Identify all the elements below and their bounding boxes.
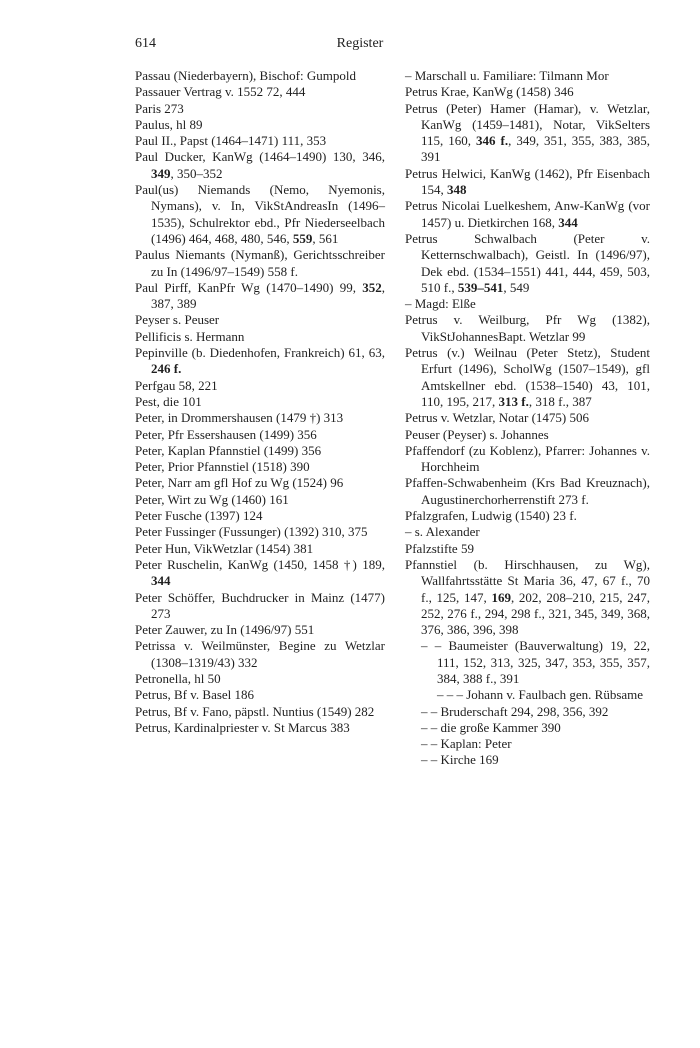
index-entry-text: Peter Schöffer, Buchdrucker in Mainz (1477) 273 [135, 589, 385, 621]
index-entry-text: Petrus, Kardinalpriester v. St Marcus 383 [135, 719, 350, 735]
index-entry-bold-ref: 539–541 [457, 279, 504, 295]
index-entry-text: Paul Ducker, KanWg (1464–1490) 130, 346, [135, 149, 385, 165]
index-entry-text: Pest, die 101 [135, 393, 202, 409]
index-entry-text: Peuser (Peyser) s. Johannes [405, 426, 549, 442]
index-entry [405, 541, 650, 557]
index-entry [135, 312, 385, 328]
index-entry-text: Paul Pirff, KanPfr Wg (1470–1490) 99, [135, 279, 363, 295]
index-entry [405, 443, 650, 476]
index-entry-bold-ref: 346 f. [476, 133, 509, 149]
index-entry [135, 687, 385, 703]
index-entry-bold-ref: 352 [362, 279, 382, 295]
index-entry [135, 590, 385, 623]
page-header [135, 36, 585, 58]
index-entry-text: , 318 f., 387 [528, 393, 592, 409]
index-entry-bold-ref: 559 [292, 230, 313, 246]
index-entry [135, 638, 385, 671]
index-entry-text: Petrus, Bf v. Fano, päpstl. Nuntius (1549) 282 [135, 703, 375, 719]
index-entry [135, 345, 385, 378]
index-entry-text: – Magd: Elße [405, 296, 476, 312]
index-entry [135, 427, 385, 443]
index-entry-text: Petrus v. Wetzlar, Notar (1475) 506 [405, 410, 589, 426]
index-entry-bold-ref: 313 f. [498, 393, 529, 409]
index-entry-text: , 350–352 [170, 165, 223, 181]
index-entry [135, 101, 385, 117]
index-entry [135, 410, 385, 426]
index-entry-text: Petrus Schwalbach (Peter v. Ketternschwalbach), Geistl. In (1496/97), Dek ebd. (1534–1551) 441, 444, 459, 503, 510 f., [405, 230, 650, 295]
index-entry-text: Petrus, Bf v. Basel 186 [135, 687, 255, 703]
index-entry-text: – – die große Kammer 390 [421, 719, 561, 735]
index-entry-text: Peyser s. Peuser [135, 312, 220, 328]
index-entry [405, 704, 650, 720]
index-entry [405, 475, 650, 508]
index-entry [405, 84, 650, 100]
index-entry-bold-ref: 344 [151, 573, 171, 589]
index-entry-bold-ref: 344 [558, 214, 578, 230]
index-entry-text: – – Baumeister (Bauverwaltung) 19, 22, 111, 152, 313, 325, 347, 353, 355, 357, 384, 388 f., 391 [421, 638, 650, 686]
index-entry [405, 736, 650, 752]
running-head: Register [336, 36, 384, 51]
index-entry-text: Petrus Helwici, KanWg (1462), Pfr Eisenbach 154, [405, 165, 650, 198]
index-entry [405, 296, 650, 312]
index-entry [135, 671, 385, 687]
index-entry-text: Pellificis s. Hermann [135, 328, 245, 344]
index-entry-text: – Marschall u. Familiare: Tilmann Mor [405, 68, 609, 83]
index-entry [405, 68, 650, 84]
index-entry [135, 475, 385, 491]
index-entry-text: Peter Fussinger (Fussunger) (1392) 310, 375 [135, 524, 368, 540]
index-entry [135, 378, 385, 394]
index-entry [135, 182, 385, 247]
index-entry-text: Pfaffendorf (zu Koblenz), Pfarrer: Johannes v. Horchheim [405, 442, 650, 475]
index-entry-bold-ref: 169 [491, 589, 511, 605]
index-entry [135, 524, 385, 540]
index-entry-text: Pfalzstifte 59 [405, 540, 474, 556]
index-column-right [405, 68, 650, 769]
index-entry [405, 231, 650, 296]
index-entry [135, 394, 385, 410]
index-entry [135, 622, 385, 638]
index-entry-text: , 549 [503, 279, 530, 295]
index-entry-bold-ref: 348 [447, 182, 467, 198]
index-entry-text: Peter, Kaplan Pfannstiel (1499) 356 [135, 442, 322, 458]
index-entry-text: – – – Johann v. Faulbach gen. Rübsame [437, 687, 644, 703]
index-entry-text: Perfgau 58, 221 [135, 377, 218, 393]
index-entry-text: Petrus v. Weilburg, Pfr Wg (1382), VikStJohannesBapt. Wetzlar 99 [405, 312, 650, 344]
index-entry [405, 752, 650, 768]
index-entry-text: Peter, Prior Pfannstiel (1518) 390 [135, 459, 310, 475]
index-entry-text: Pfalzgrafen, Ludwig (1540) 23 f. [405, 508, 577, 524]
index-entry [135, 541, 385, 557]
index-entry-text: – – Bruderschaft 294, 298, 356, 392 [421, 703, 609, 719]
index-entry-text: , 202, 208–210, 215, 247, 252, 276 f., 294, 298 f., 321, 345, 349, 368, 376, 386, 396, 398 [421, 589, 650, 638]
index-entry [135, 492, 385, 508]
index-entry-text: , 349, 351, 355, 383, 385, 391 [421, 133, 650, 165]
index-entry-text: Passau (Niederbayern), Bischof: Gumpold [135, 68, 356, 83]
index-entry [135, 68, 385, 84]
index-entry-text: Petronella, hl 50 [135, 670, 221, 686]
index-entry [135, 247, 385, 280]
index-column-left [135, 68, 385, 736]
index-entry-text: Peter Zauwer, zu In (1496/97) 551 [135, 622, 315, 638]
index-entry [135, 459, 385, 475]
index-entry [405, 638, 650, 687]
index-entry-text: Peter Ruschelin, KanWg (1450, 1458 †) 189, [135, 556, 385, 572]
index-entry [135, 84, 385, 100]
index-entry [405, 427, 650, 443]
index-entry [405, 312, 650, 345]
index-entry-text: Peter, Narr am gfl Hof zu Wg (1524) 96 [135, 475, 344, 491]
index-entry-text: Peter, Wirt zu Wg (1460) 161 [135, 491, 289, 507]
index-entry-text: Peter, in Drommershausen (1479 †) 313 [135, 410, 344, 426]
index-entry [135, 329, 385, 345]
index-entry [135, 149, 385, 182]
index-entry-text: Passauer Vertrag v. 1552 72, 444 [135, 84, 306, 100]
index-entry [135, 557, 385, 590]
index-entry-text: , 387, 389 [151, 279, 385, 312]
index-entry [135, 443, 385, 459]
index-entry [405, 720, 650, 736]
index-entry-text: – s. Alexander [405, 524, 480, 540]
index-entry-text: Paul(us) Niemands (Nemo, Nyemonis, Nymans), v. In, VikStAndreasIn (1496–1535), Schulrektor ebd., Pfr Niederseelbach (1496) 464, 468, 480, 546, [135, 182, 385, 246]
index-entry-text: Paris 273 [135, 100, 184, 116]
index-entry-text: , 561 [312, 230, 339, 246]
index-entry [405, 557, 650, 638]
index-entry-text: Peter Hun, VikWetzlar (1454) 381 [135, 540, 314, 556]
index-entry [135, 133, 385, 149]
index-entry-text: Paul II., Papst (1464–1471) 111, 353 [135, 133, 327, 149]
index-entry [135, 508, 385, 524]
index-entry-text: Peter Fusche (1397) 124 [135, 508, 263, 524]
index-entry-text: Pfaffen-Schwabenheim (Krs Bad Kreuznach), Augustinerchorherrenstift 273 f. [405, 475, 650, 507]
index-entry-text: Petrus (Peter) Hamer (Hamar), v. Wetzlar, KanWg (1459–1481), Notar, VikSelters 115, 160, [405, 100, 650, 149]
index-entry-text: Petrus Nicolai Luelkeshem, Anw-KanWg (vor 1457) u. Dietkirchen 168, [405, 198, 650, 230]
index-entry [405, 508, 650, 524]
index-entry [135, 704, 385, 720]
index-entry [405, 101, 650, 166]
index-entry-text: Petrus (v.) Weilnau (Peter Stetz), Student Erfurt (1496), ScholWg (1507–1549), gfl Amtskellner ebd. (1538–1540) 43, 101, 110, 195, 217, [405, 345, 650, 409]
index-entry-text: – – Kaplan: Peter [421, 736, 512, 752]
index-entry-text: Pfannstiel (b. Hirschhausen, zu Wg), Wallfahrtsstätte St Maria 36, 47, 67 f., 70 f., 125, 147, [405, 556, 650, 605]
index-entry [405, 410, 650, 426]
index-entry-text: Paulus Niemants (Nymanß), Gerichtsschreiber zu In (1496/97–1549) 558 f. [135, 247, 385, 279]
index-entry-bold-ref: 246 f. [151, 361, 182, 377]
index-entry-bold-ref: 349 [151, 165, 171, 181]
index-entry [405, 345, 650, 410]
index-entry-text: Peter, Pfr Essershausen (1499) 356 [135, 426, 317, 442]
index-entry-text: Pepinville (b. Diedenhofen, Frankreich) 61, 63, [135, 345, 385, 361]
index-entry [135, 720, 385, 736]
index-entry [405, 524, 650, 540]
index-entry [135, 117, 385, 133]
index-entry-text: – – Kirche 169 [421, 752, 499, 768]
index-entry-text: Petrissa v. Weilmünster, Begine zu Wetzlar (1308–1319/43) 332 [135, 638, 385, 670]
index-entry [405, 166, 650, 199]
index-entry [405, 198, 650, 231]
index-entry [405, 687, 650, 703]
page-number: 614 [135, 36, 156, 51]
index-entry-text: Paulus, hl 89 [135, 116, 203, 132]
index-entry-text: Petrus Krae, KanWg (1458) 346 [405, 84, 574, 100]
index-entry [135, 280, 385, 313]
